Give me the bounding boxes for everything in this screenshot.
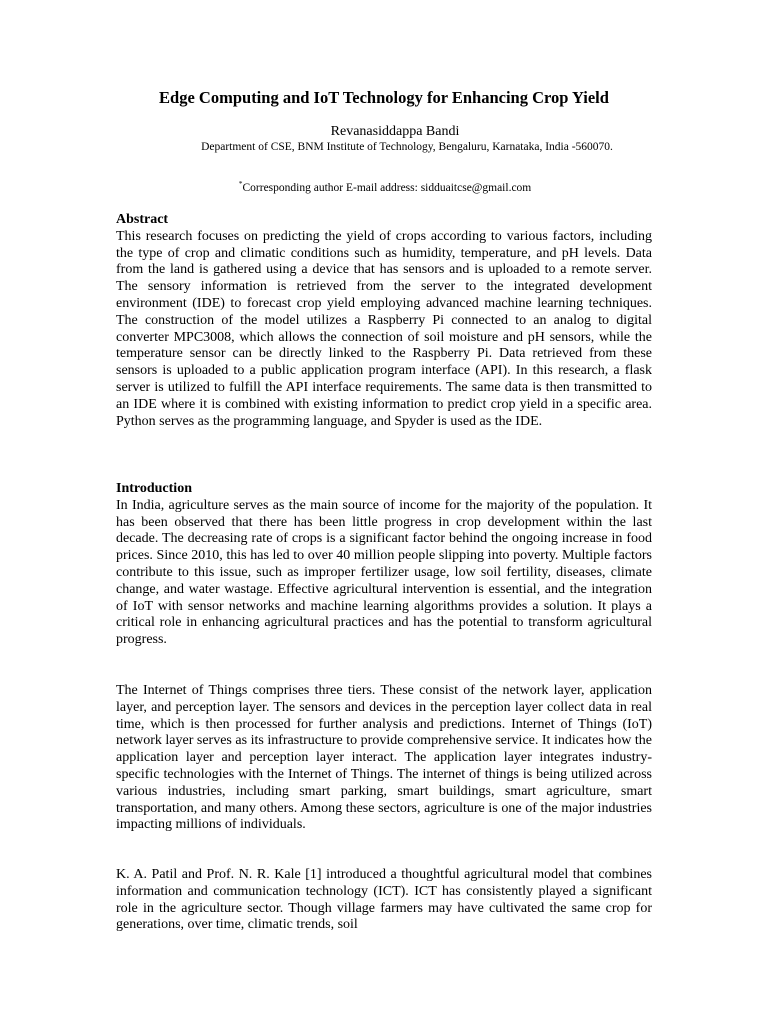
corresponding-author-line [0,181,768,195]
abstract-section [116,212,652,430]
corresponding-author-text: Corresponding author E-mail address: sidduaitcse@gmail.com [242,182,532,194]
introduction-heading: Introduction [116,481,192,496]
introduction-section [116,481,652,649]
paper-title: Edge Computing and IoT Technology for Enhancing Crop Yield [159,88,609,107]
abstract-heading: Abstract [116,212,169,227]
abstract-text: This research focuses on predicting the yield of crops according to various factors, including the type of crop and climatic conditions such as humidity, temperature, and pH levels. Data from the land is gathered using a device that has sensors and is uploaded to a remote server. The sensory information is retrieved from the server to the integrated development environment (IDE) to forecast crop yield employing advanced machine learning techniques. The construction of the model utilizes a Raspberry Pi connected to an analog to digital converter MPC3008, which allows the connection of soil moisture and pH sensors, while the temperature sensor can be directly linked to the Raspberry Pi. Data retrieved from these sensors is uploaded to a public application program interface (API). In this research, a flask server is utilized to fulfill the API interface requirements. The same data is then transmitted to an IDE where it is combined with existing information to predict crop yield in a specific area. Python serves as the programming language, and Spyder is used as the IDE. [116,228,652,429]
introduction-paragraph-2: The Internet of Things comprises three tiers. These consist of the network layer, application layer, and perception layer. The sensors and devices in the perception layer collect data in real time, which is then processed for further analysis and predictions. Internet of Things (IoT) network layer serves as its infrastructure to provide comprehensive service. It indicates how the application layer and perception layer interact. The application layer integrates industry-specific technologies with the Internet of Things. The internet of things is being utilized across various industries, including smart parking, smart buildings, smart agriculture, smart transportation, and many others. Among these sectors, agriculture is one of the major industries impacting millions of individuals. [116,683,652,833]
author-name: Revanasiddappa Bandi [330,124,460,139]
introduction-paragraph-3: K. A. Patil and Prof. N. R. Kale [1] introduced a thoughtful agricultural model that combines information and communication technology (ICT). ICT has consistently played a significant role in the agriculture sector. Though village farmers may have cultivated the same crop for generations, over time, climatic trends, soil [116,867,652,933]
introduction-paragraph-block-3 [116,867,652,934]
introduction-paragraph-1: In India, agriculture serves as the main source of income for the majority of the population. It has been observed that there has been little progress in crop development within the last decade. The decreasing rate of crops is a significant factor behind the ongoing increase in food prices. Since 2010, this has led to over 40 million people slipping into poverty. Multiple factors contribute to this issue, such as improper fertilizer usage, low soil fertility, diseases, climate change, and water wastage. Effective agricultural intervention is essential, and the integration of IoT with sensor networks and machine learning algorithms provides a solution. It plays a critical role in enhancing agricultural practices and has the potential to transform agricultural progress. [116,497,652,648]
author-affiliation: Department of CSE, BNM Institute of Technology, Bengaluru, Karnataka, India -560070. [201,141,613,153]
corresponding-marker: * [238,179,243,189]
introduction-paragraph-block-2 [116,683,652,834]
